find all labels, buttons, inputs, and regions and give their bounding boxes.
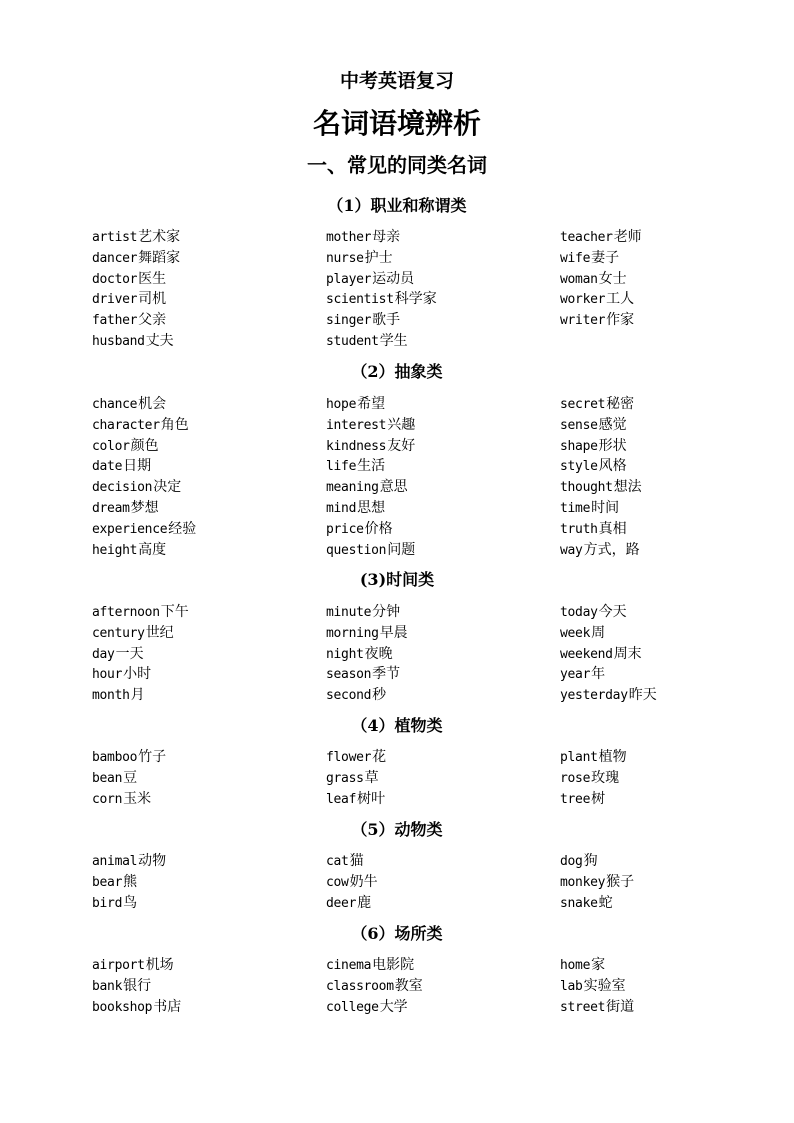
chinese-meaning: 狗: [583, 853, 598, 869]
category-heading-places: （6）场所类: [351, 924, 443, 943]
chinese-meaning: 作家: [606, 312, 635, 329]
vocab-entry: [92, 519, 326, 540]
word-column: [92, 851, 326, 913]
vocab-entry: [92, 872, 326, 893]
english-word: hour: [92, 667, 123, 683]
chinese-meaning: 日期: [123, 458, 152, 475]
word-column: [326, 227, 560, 352]
chinese-meaning: 司机: [138, 291, 167, 308]
chinese-meaning: 老师: [613, 229, 642, 245]
chinese-meaning: 鸟: [123, 894, 138, 911]
word-column: [560, 955, 732, 1017]
chinese-meaning: 舞蹈家: [138, 249, 181, 266]
word-column: [326, 851, 560, 913]
vocab-entry: [326, 955, 560, 976]
english-word: mother: [326, 230, 372, 245]
vocab-entry: [560, 456, 732, 477]
vocab-entry: [326, 415, 560, 436]
english-word: singer: [326, 313, 372, 329]
chinese-meaning: 世纪: [145, 624, 174, 641]
vocab-entry: [326, 602, 560, 623]
english-word: today: [560, 605, 598, 620]
english-word: weekend: [560, 646, 613, 662]
vocab-entry: [92, 602, 326, 623]
english-word: night: [326, 646, 364, 662]
english-word: month: [92, 688, 130, 704]
vocab-entry: [92, 976, 326, 997]
vocab-entry: [560, 415, 732, 436]
category-heading-professions: （1）职业和称谓类: [327, 196, 467, 215]
english-word: doctor: [92, 271, 138, 287]
vocab-entry: [560, 498, 732, 519]
word-column: [560, 747, 732, 809]
vocab-entry: [326, 747, 560, 768]
chinese-meaning: 家: [591, 957, 606, 973]
english-word: cow: [326, 874, 349, 890]
chinese-meaning: 运动员: [372, 270, 415, 287]
english-word: husband: [92, 333, 145, 349]
english-word: animal: [92, 854, 138, 869]
vocab-entry: [92, 997, 326, 1018]
english-word: home: [560, 958, 591, 973]
document-title: 名词语境辨析: [312, 107, 481, 140]
chinese-meaning: 豆: [123, 769, 138, 786]
vocab-entry: [326, 519, 560, 540]
word-grid-time: [92, 602, 732, 706]
english-word: cinema: [326, 958, 372, 973]
english-word: secret: [560, 397, 606, 412]
english-word: writer: [560, 313, 606, 329]
vocab-entry: [92, 747, 326, 768]
chinese-meaning: 经验: [168, 520, 197, 537]
chinese-meaning: 感觉: [598, 416, 627, 433]
word-grid-places: [92, 955, 732, 1017]
english-word: bookshop: [92, 999, 153, 1015]
chinese-meaning: 想法: [613, 479, 642, 496]
english-word: date: [92, 459, 123, 475]
vocab-entry: [560, 997, 732, 1018]
chinese-meaning: 玉米: [123, 790, 152, 807]
chinese-meaning: 医生: [138, 270, 167, 287]
english-word: bamboo: [92, 750, 138, 765]
chinese-meaning: 鹿: [357, 894, 372, 911]
chinese-meaning: 教室: [394, 977, 423, 994]
english-word: experience: [92, 521, 168, 537]
chinese-meaning: 季节: [372, 666, 401, 683]
vocab-entry: [560, 310, 732, 331]
chinese-meaning: 树叶: [357, 790, 386, 807]
english-word: dog: [560, 854, 583, 869]
chinese-meaning: 今天: [598, 604, 627, 620]
word-grid-plants: [92, 747, 732, 809]
chinese-meaning: 小时: [123, 666, 152, 683]
chinese-meaning: 颜色: [130, 437, 159, 454]
word-column: [560, 851, 732, 913]
word-column: [92, 955, 326, 1017]
vocab-entry: [560, 644, 732, 665]
vocab-entry: [560, 685, 732, 706]
english-word: chance: [92, 397, 138, 412]
english-word: artist: [92, 230, 138, 245]
vocab-entry: [92, 685, 326, 706]
english-word: second: [326, 688, 372, 704]
vocab-entry: [326, 664, 560, 685]
document-subtitle: 中考英语复习: [339, 70, 454, 92]
chinese-meaning: 形状: [598, 437, 627, 454]
vocab-entry: [92, 415, 326, 436]
english-word: century: [92, 625, 145, 641]
category-heading-animals: （5）动物类: [351, 820, 443, 839]
chinese-meaning: 动物: [138, 853, 167, 869]
english-word: bank: [92, 978, 123, 994]
vocab-entry: [560, 789, 732, 810]
english-word: bean: [92, 770, 123, 786]
english-word: dream: [92, 500, 130, 516]
chinese-meaning: 意思: [379, 479, 408, 496]
vocab-entry: [326, 436, 560, 457]
vocab-entry: [560, 602, 732, 623]
english-word: season: [326, 667, 372, 683]
vocab-entry: [326, 456, 560, 477]
vocab-entry: [92, 310, 326, 331]
chinese-meaning: 妻子: [591, 249, 620, 266]
vocab-entry: [560, 519, 732, 540]
vocab-entry: [92, 436, 326, 457]
word-column: [92, 394, 326, 560]
vocab-entry: [92, 789, 326, 810]
english-word: mind: [326, 500, 357, 516]
vocab-entry: [92, 248, 326, 269]
chinese-meaning: 树: [591, 790, 606, 807]
chinese-meaning: 丈夫: [145, 332, 174, 349]
english-word: leaf: [326, 791, 357, 807]
vocab-entry: [326, 331, 560, 352]
vocab-entry: [326, 269, 560, 290]
chinese-meaning: 夜晚: [364, 645, 393, 662]
vocab-entry: [92, 456, 326, 477]
chinese-meaning: 熊: [123, 873, 138, 890]
english-word: tree: [560, 791, 591, 807]
english-word: day: [92, 646, 115, 662]
english-word: wife: [560, 250, 591, 266]
vocab-entry: [326, 540, 560, 561]
chinese-meaning: 分钟: [372, 604, 401, 620]
english-word: street: [560, 999, 606, 1015]
english-word: sense: [560, 417, 598, 433]
english-word: question: [326, 542, 387, 558]
chinese-meaning: 真相: [598, 520, 627, 537]
word-column: [560, 394, 732, 560]
category-heading-time: (3)时间类: [359, 570, 435, 589]
chinese-meaning: 方式，路: [583, 541, 640, 558]
vocab-entry: [560, 664, 732, 685]
english-word: way: [560, 542, 583, 558]
english-word: corn: [92, 791, 123, 807]
english-word: grass: [326, 770, 364, 786]
english-word: yesterday: [560, 688, 628, 704]
word-grid-abstract: [92, 394, 732, 560]
english-word: father: [92, 313, 138, 329]
english-word: bird: [92, 895, 123, 911]
english-word: life: [326, 459, 357, 475]
vocab-entry: [560, 976, 732, 997]
chinese-meaning: 秒: [372, 687, 387, 704]
vocab-entry: [560, 394, 732, 415]
english-word: flower: [326, 750, 372, 765]
word-column: [560, 227, 732, 352]
vocab-entry: [560, 768, 732, 789]
vocab-entry: [92, 955, 326, 976]
vocab-entry: [326, 685, 560, 706]
word-column: [92, 747, 326, 809]
english-word: week: [560, 625, 591, 641]
chinese-meaning: 角色: [160, 416, 189, 433]
chinese-meaning: 父亲: [138, 312, 167, 329]
english-word: snake: [560, 895, 598, 911]
english-word: monkey: [560, 874, 606, 890]
vocab-entry: [560, 851, 732, 872]
vocab-entry: [560, 955, 732, 976]
category-heading-abstract: （2）抽象类: [351, 362, 443, 381]
chinese-meaning: 猫: [349, 853, 364, 869]
vocab-entry: [92, 289, 326, 310]
vocab-entry: [326, 477, 560, 498]
chinese-meaning: 一天: [115, 645, 144, 662]
english-word: afternoon: [92, 605, 160, 620]
english-word: college: [326, 999, 379, 1015]
english-word: height: [92, 542, 138, 558]
vocab-entry: [92, 768, 326, 789]
vocab-entry: [326, 248, 560, 269]
english-word: rose: [560, 770, 591, 786]
vocab-entry: [326, 893, 560, 914]
chinese-meaning: 问题: [387, 541, 416, 558]
chinese-meaning: 银行: [123, 977, 152, 994]
english-word: woman: [560, 271, 598, 287]
english-word: kindness: [326, 438, 387, 454]
vocab-entry: [92, 664, 326, 685]
vocab-entry: [92, 540, 326, 561]
chinese-meaning: 早晨: [379, 624, 408, 641]
english-word: nurse: [326, 250, 364, 266]
vocab-entry: [326, 289, 560, 310]
chinese-meaning: 周: [591, 624, 606, 641]
vocab-entry: [326, 310, 560, 331]
english-word: hope: [326, 397, 357, 412]
chinese-meaning: 月: [130, 687, 145, 704]
vocab-entry: [326, 851, 560, 872]
chinese-meaning: 猴子: [606, 873, 635, 890]
vocab-entry: [560, 893, 732, 914]
word-column: [326, 394, 560, 560]
vocab-entry: [92, 851, 326, 872]
word-column: [326, 955, 560, 1017]
vocab-entry: [560, 623, 732, 644]
english-word: style: [560, 459, 598, 475]
chinese-meaning: 艺术家: [138, 229, 181, 245]
word-column: [560, 602, 732, 706]
chinese-meaning: 竹子: [138, 749, 167, 765]
chinese-meaning: 实验室: [583, 977, 626, 994]
chinese-meaning: 工人: [606, 291, 635, 308]
chinese-meaning: 奶牛: [349, 873, 378, 890]
chinese-meaning: 母亲: [372, 229, 401, 245]
english-word: interest: [326, 417, 387, 433]
vocab-entry: [560, 269, 732, 290]
english-word: color: [92, 438, 130, 454]
vocab-entry: [92, 893, 326, 914]
word-grid-animals: [92, 851, 732, 913]
chinese-meaning: 街道: [606, 998, 635, 1015]
chinese-meaning: 风格: [598, 458, 627, 475]
vocab-entry: [560, 477, 732, 498]
english-word: teacher: [560, 230, 613, 245]
english-word: scientist: [326, 292, 394, 308]
chinese-meaning: 梦想: [130, 499, 159, 516]
chinese-meaning: 思想: [357, 499, 386, 516]
chinese-meaning: 周末: [613, 645, 642, 662]
chinese-meaning: 机会: [138, 396, 167, 412]
vocab-entry: [326, 768, 560, 789]
chinese-meaning: 高度: [138, 541, 167, 558]
vocab-entry: [326, 394, 560, 415]
vocab-entry: [326, 872, 560, 893]
vocab-entry: [326, 227, 560, 248]
vocab-entry: [326, 997, 560, 1018]
english-word: classroom: [326, 978, 394, 994]
english-word: worker: [560, 292, 606, 308]
chinese-meaning: 兴趣: [387, 416, 416, 433]
vocab-entry: [326, 789, 560, 810]
word-column: [92, 227, 326, 352]
english-word: year: [560, 667, 591, 683]
chinese-meaning: 玫瑰: [591, 769, 620, 786]
vocab-entry: [92, 394, 326, 415]
english-word: driver: [92, 292, 138, 308]
vocab-entry: [92, 477, 326, 498]
chinese-meaning: 生活: [357, 458, 386, 475]
english-word: truth: [560, 521, 598, 537]
english-word: decision: [92, 480, 153, 496]
english-word: character: [92, 417, 160, 433]
english-word: airport: [92, 958, 145, 973]
vocab-entry: [92, 498, 326, 519]
vocab-entry: [560, 540, 732, 561]
english-word: thought: [560, 480, 613, 496]
english-word: student: [326, 333, 379, 349]
chinese-meaning: 时间: [591, 499, 620, 516]
chinese-meaning: 科学家: [394, 291, 437, 308]
vocab-entry: [560, 227, 732, 248]
vocab-entry: [92, 227, 326, 248]
section-heading: 一、常见的同类名词: [307, 153, 487, 177]
chinese-meaning: 草: [364, 769, 379, 786]
category-heading-plants: （4）植物类: [351, 716, 443, 735]
vocab-entry: [560, 436, 732, 457]
english-word: shape: [560, 438, 598, 454]
english-word: deer: [326, 895, 357, 911]
english-word: minute: [326, 605, 372, 620]
chinese-meaning: 植物: [598, 749, 627, 765]
english-word: cat: [326, 854, 349, 869]
chinese-meaning: 秘密: [606, 396, 635, 412]
english-word: player: [326, 271, 372, 287]
chinese-meaning: 女士: [598, 270, 627, 287]
chinese-meaning: 歌手: [372, 312, 401, 329]
chinese-meaning: 年: [591, 666, 606, 683]
word-column: [92, 602, 326, 706]
vocab-entry: [92, 269, 326, 290]
vocab-entry: [92, 623, 326, 644]
chinese-meaning: 蛇: [598, 894, 613, 911]
english-word: price: [326, 521, 364, 537]
chinese-meaning: 大学: [379, 998, 408, 1015]
english-word: time: [560, 500, 591, 516]
word-column: [326, 747, 560, 809]
chinese-meaning: 学生: [379, 332, 408, 349]
english-word: plant: [560, 750, 598, 765]
english-word: bear: [92, 874, 123, 890]
vocab-entry: [326, 976, 560, 997]
chinese-meaning: 友好: [387, 437, 416, 454]
word-column: [326, 602, 560, 706]
chinese-meaning: 花: [372, 749, 387, 765]
chinese-meaning: 书店: [153, 998, 182, 1015]
english-word: dancer: [92, 250, 138, 266]
word-grid-professions: [92, 227, 732, 352]
chinese-meaning: 护士: [364, 249, 393, 266]
english-word: meaning: [326, 480, 379, 496]
vocab-entry: [326, 644, 560, 665]
english-word: lab: [560, 978, 583, 994]
vocab-entry: [560, 747, 732, 768]
vocab-entry: [560, 248, 732, 269]
vocab-entry: [560, 872, 732, 893]
chinese-meaning: 昨天: [628, 687, 657, 704]
chinese-meaning: 电影院: [372, 957, 415, 973]
vocab-entry: [560, 289, 732, 310]
chinese-meaning: 下午: [160, 604, 189, 620]
chinese-meaning: 决定: [153, 479, 182, 496]
english-word: morning: [326, 625, 379, 641]
chinese-meaning: 机场: [145, 957, 174, 973]
vocab-entry: [92, 331, 326, 352]
vocab-entry: [326, 623, 560, 644]
chinese-meaning: 希望: [357, 396, 386, 412]
vocab-entry: [326, 498, 560, 519]
chinese-meaning: 价格: [364, 520, 393, 537]
vocab-entry: [92, 644, 326, 665]
